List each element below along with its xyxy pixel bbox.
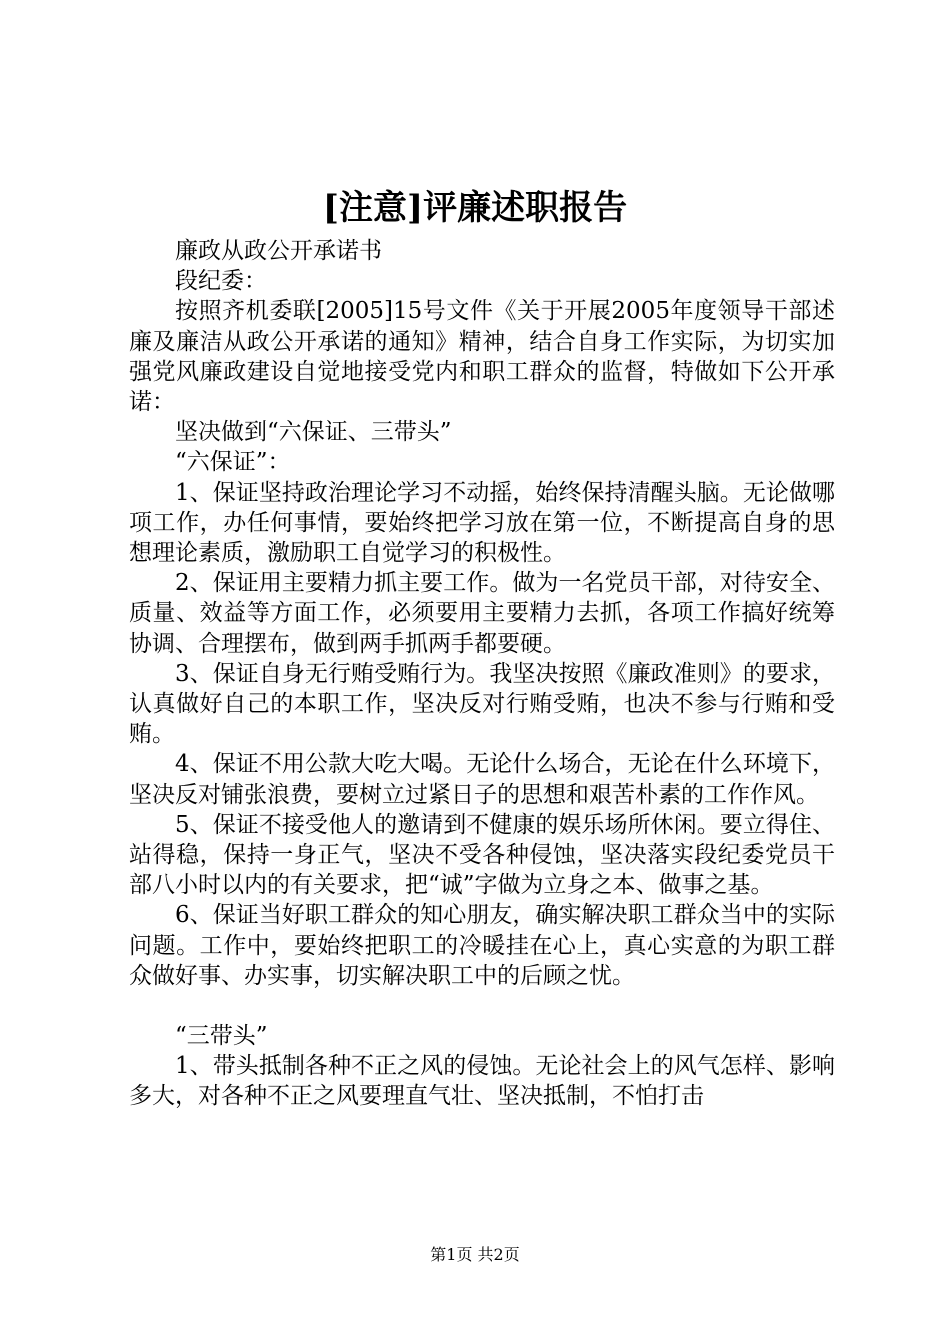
paragraph-guarantee-1: 1、保证坚持政治理论学习不动摇，始终保持清醒头脑。无论做哪项工作，办任何事情，要始终把学习放在第一位，不断提高自身的思想理论素质，激励职工自觉学习的积极性。 xyxy=(129,479,835,567)
paragraph-six-guarantees-heading: “六保证”： xyxy=(175,449,291,476)
paragraph-salutation: 段纪委： xyxy=(175,268,267,295)
document-body xyxy=(129,236,835,1112)
paragraph-guarantee-4: 4、保证不用公款大吃大喝。无论什么场合，无论在什么环境下，坚决反对铺张浪费，要树立过紧日子的思想和艰苦朴素的工作作风。 xyxy=(129,751,835,808)
paragraph-heading: 廉政从政公开承诺书 xyxy=(175,238,382,264)
paragraph-guarantee-2: 2、保证用主要精力抓主要工作。做为一名党员干部，对待安全、质量、效益等方面工作，必须要用主要精力去抓，各项工作搞好统筹协调、合理摆布，做到两手抓两手都要硬。 xyxy=(129,570,835,657)
paragraph-commitment: 坚决做到“六保证、三带头” xyxy=(175,419,452,446)
paragraph-lead-1: 1、带头抵制各种不正之风的侵蚀。无论社会上的风气怎样、影响多大，对各种不正之风要理直气壮、坚决抵制，不怕打击 xyxy=(129,1053,835,1110)
paragraph-three-leads-heading: “三带头” xyxy=(175,1023,268,1050)
paragraph-guarantee-6: 6、保证当好职工群众的知心朋友，确实解决职工群众当中的实际问题。工作中，要始终把职工的冷暖挂在心上，真心实意的为职工群众做好事、办实事，切实解决职工中的后顾之忧。 xyxy=(129,902,835,989)
paragraph-intro: 按照齐机委联[2005]15号文件《关于开展2005年度领导干部述廉及廉洁从政公开承诺的通知》精神，结合自身工作实际，为切实加强党风廉政建设自觉地接受党内和职工群众的监督，特做如下公开承诺： xyxy=(129,298,835,416)
paragraph-guarantee-5: 5、保证不接受他人的邀请到不健康的娱乐场所休闲。要立得住、站得稳，保持一身正气，坚决不受各种侵蚀，坚决落实段纪委党员干部八小时以内的有关要求，把“诚”字做为立身之本、做事之基。 xyxy=(129,811,835,899)
document-title: [注意]评廉述职报告 xyxy=(322,188,628,228)
paragraph-guarantee-3: 3、保证自身无行贿受贿行为。我坚决按照《廉政准则》的要求，认真做好自己的本职工作，坚决反对行贿受贿，也决不参与行贿和受贿。 xyxy=(129,660,835,748)
page-footer: 第1页 共2页 xyxy=(430,1245,520,1264)
